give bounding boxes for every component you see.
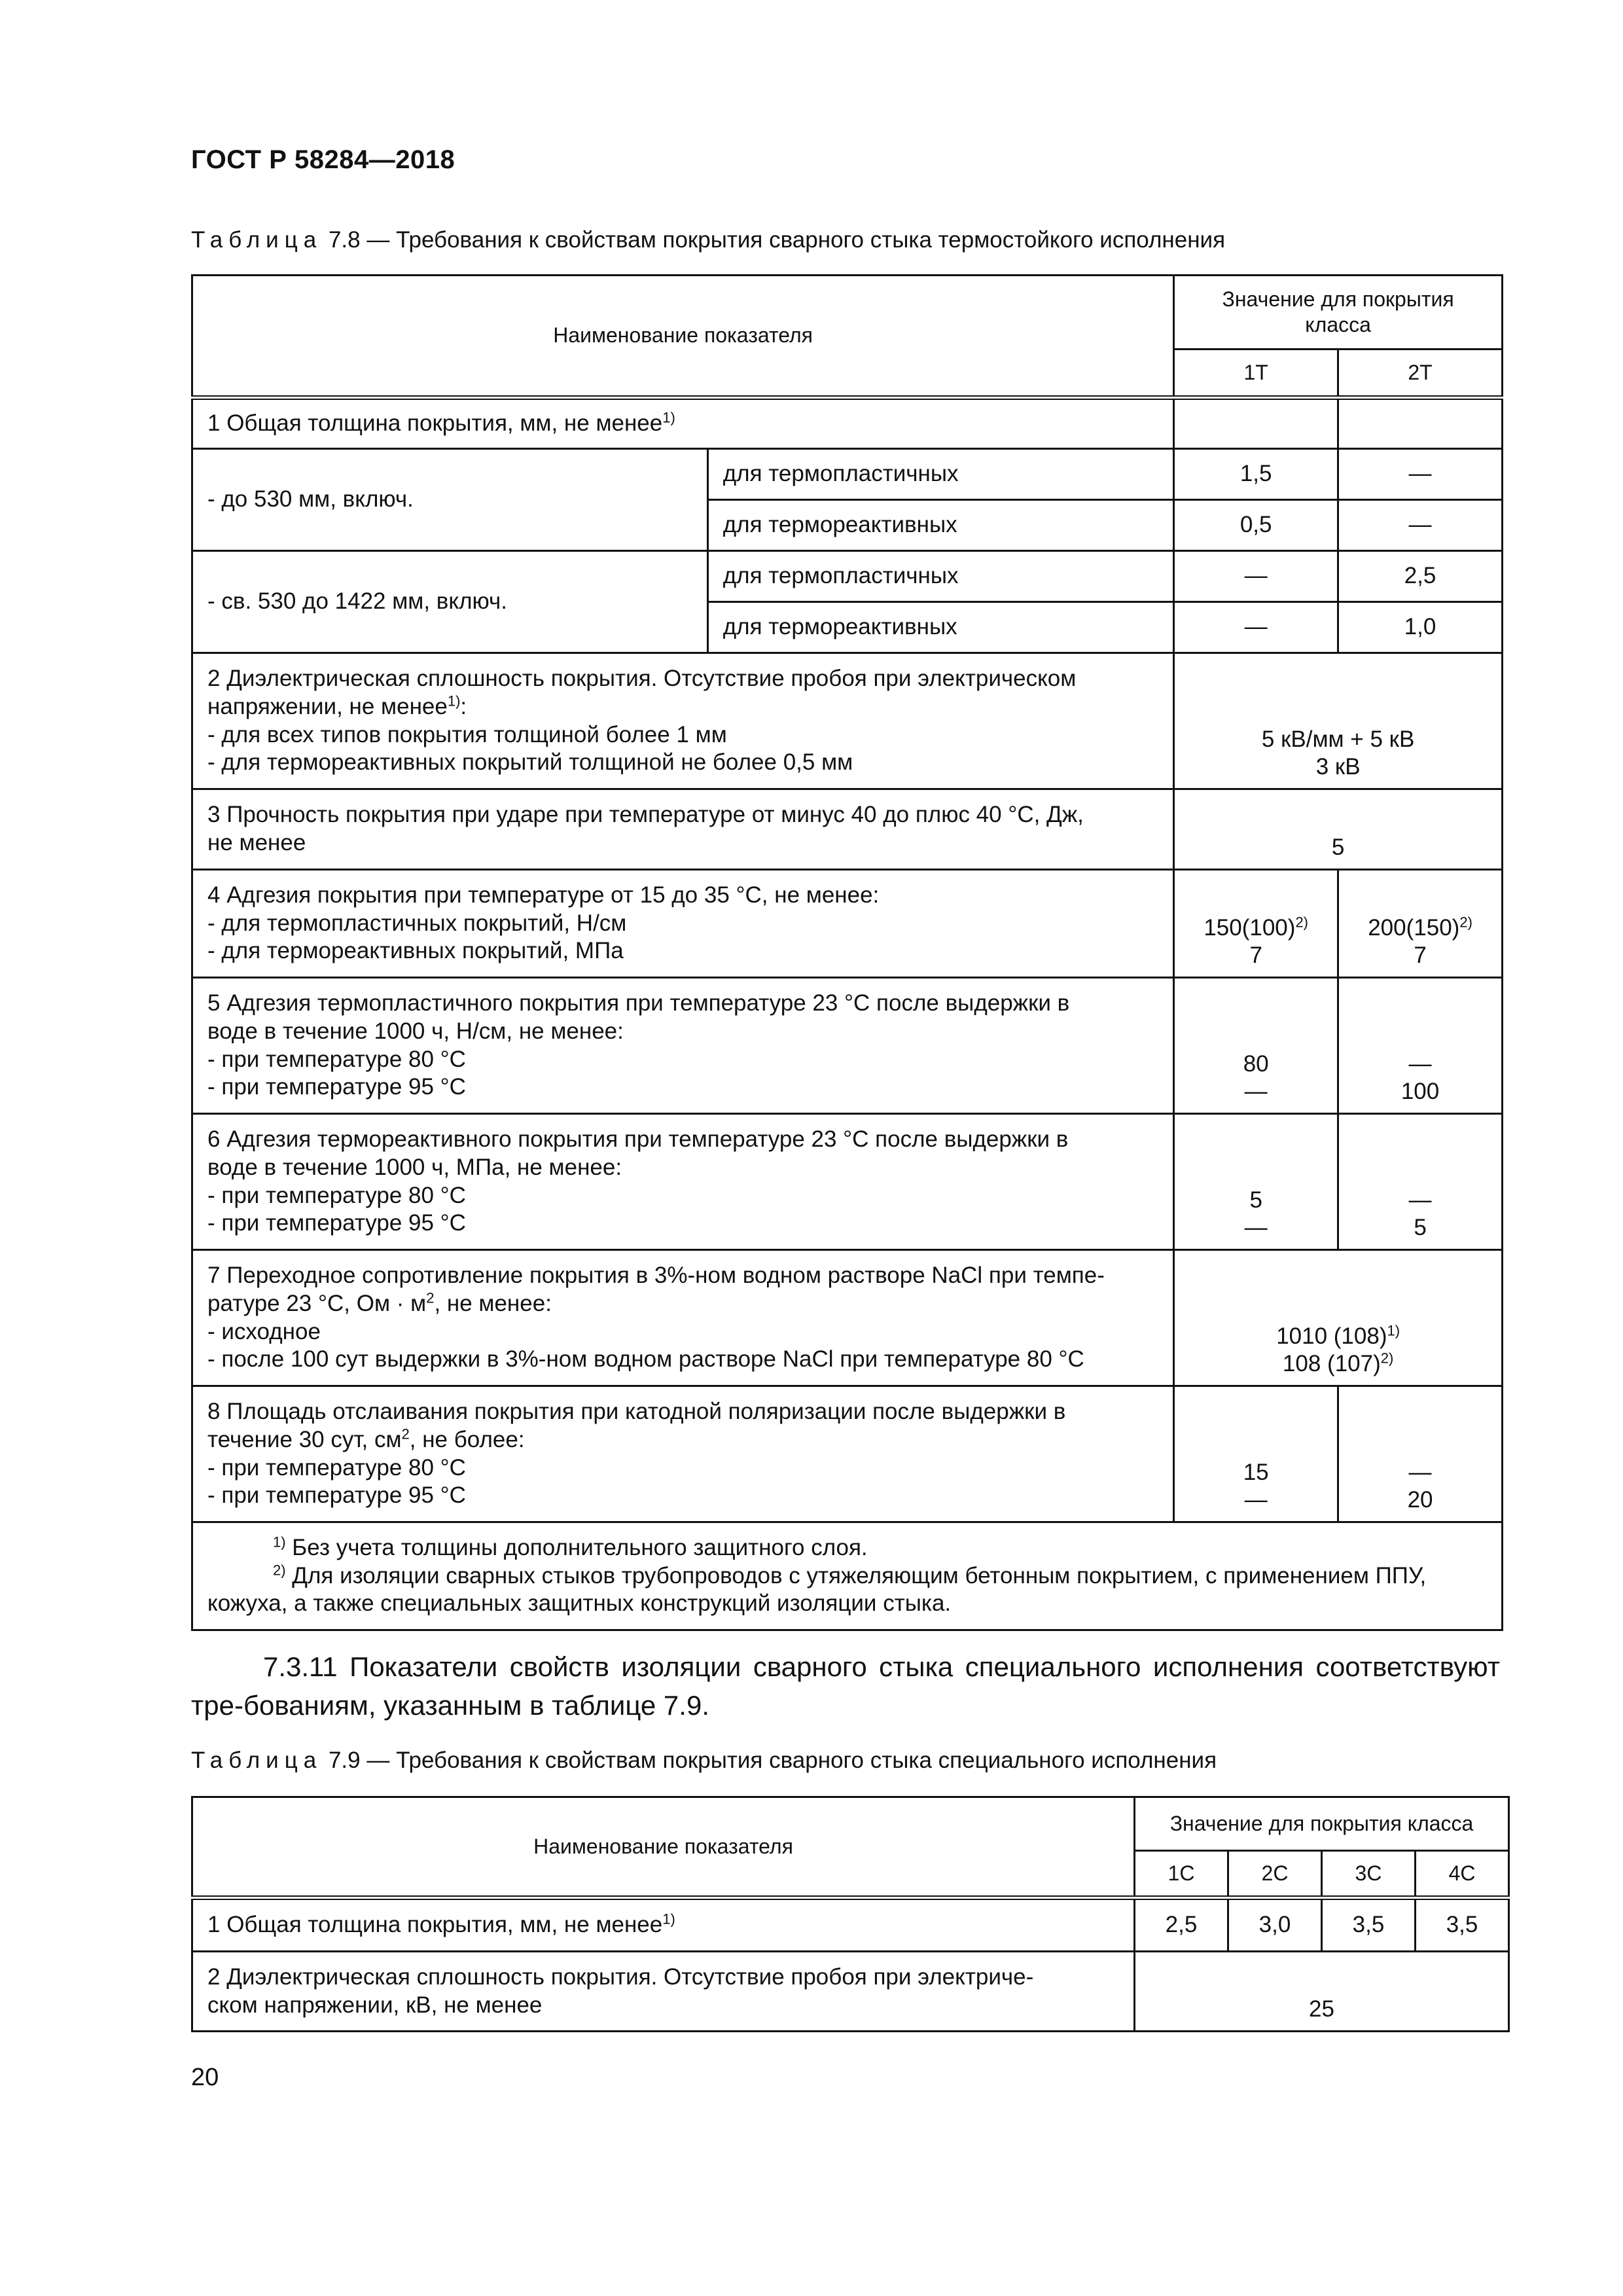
row-1-title: 1 Общая толщина покрытия, мм, не менее$^{1)}$ bbox=[192, 398, 1174, 449]
caption-label: Таблица bbox=[191, 1748, 323, 1773]
class-2c: 2С bbox=[1228, 1851, 1322, 1898]
row-3-value: 5 bbox=[1174, 789, 1503, 870]
class-2t: 2Т bbox=[1338, 350, 1503, 398]
document-header: ГОСТ Р 58284—2018 bbox=[191, 145, 455, 174]
row-8-value-1t: 15 — bbox=[1174, 1386, 1338, 1522]
row-2-text: 2 Диэлектрическая сплошность покрытия. Отсутствие пробоя при электриче- ском напряжении, кВ, не менее bbox=[192, 1952, 1135, 2032]
row-3-text: 3 Прочность покрытия при ударе при температуре от минус 40 до плюс 40 °С, Дж, не менее bbox=[192, 789, 1174, 870]
row-1-title: 1 Общая толщина покрытия, мм, не менее$^{1)}$ bbox=[192, 1898, 1135, 1952]
row-5-text: 5 Адгезия термопластичного покрытия при температуре 23 °С после выдержки в воде в течение 1000 ч, Н/см, не менее: - при температуре 80 °С - при температуре 95 °С bbox=[192, 978, 1174, 1114]
row-5-value-1t: 80 — bbox=[1174, 978, 1338, 1114]
row-4-value-2t: $200(150)^{2)}$ 7 bbox=[1338, 870, 1503, 978]
column-header-name: Наименование показателя bbox=[192, 276, 1174, 398]
caption-text: 7.9 — Требования к свойствам покрытия сварного стыка специального исполнения bbox=[328, 1748, 1217, 1773]
table-7-9-caption bbox=[191, 1748, 1217, 1774]
table-row bbox=[192, 1114, 1503, 1250]
table-7-8-caption bbox=[191, 227, 1225, 253]
table-footnotes bbox=[192, 1522, 1503, 1630]
row-2-text: 2 Диэлектрическая сплошность покрытия. Отсутствие пробоя при электрическом напряжении, не менее$^{1)}$: - для всех типов покрытия толщиной более 1 мм - для термореактивных покрытий толщиной не более 0,5 мм bbox=[192, 653, 1174, 789]
row-5-value-2t: — 100 bbox=[1338, 978, 1503, 1114]
table-row bbox=[192, 870, 1503, 978]
caption-label: Таблица bbox=[191, 227, 323, 253]
table-row bbox=[192, 653, 1503, 789]
row-1a-label: - до 530 мм, включ. bbox=[192, 449, 708, 551]
class-1t: 1Т bbox=[1174, 350, 1338, 398]
footnote-2: $^{2)}$ Для изоляции сварных стыков трубопроводов с утяжеляющим бетонным покрытием, с применением ППУ, bbox=[273, 1562, 1427, 1588]
table-7-9 bbox=[191, 1796, 1510, 2032]
row-6-value-2t: — 5 bbox=[1338, 1114, 1503, 1250]
class-4c: 4С bbox=[1416, 1851, 1509, 1898]
table-row bbox=[192, 1952, 1509, 2032]
table-row: - св. 530 до 1422 мм, включ. для термопластичных — 2,5 bbox=[192, 551, 1503, 602]
row-7-text: 7 Переходное сопротивление покрытия в 3%-ном водном растворе NaCl при темпе- ратуре 23 °С, Ом · $м^2$, не менее: - исходное - после 100 сут выдержки в 3%-ном водном растворе NaCl при температуре 80 °С bbox=[192, 1250, 1174, 1386]
row-2-value: 25 bbox=[1135, 1952, 1509, 2032]
table-row bbox=[192, 1250, 1503, 1386]
table-row bbox=[192, 789, 1503, 870]
row-6-value-1t: 5 — bbox=[1174, 1114, 1338, 1250]
page-number: 20 bbox=[191, 2064, 219, 2091]
row-4-value-1t: $150(100)^{2)}$ 7 bbox=[1174, 870, 1338, 978]
row-7-value: 1010 $(108)^{1)}$ 108 $(107)^{2)}$ bbox=[1174, 1250, 1503, 1386]
caption-text: 7.8 — Требования к свойствам покрытия сварного стыка термостойкого исполнения bbox=[328, 227, 1226, 253]
row-8-value-2t: — 20 bbox=[1338, 1386, 1503, 1522]
table-row bbox=[192, 978, 1503, 1114]
class-3c: 3С bbox=[1322, 1851, 1416, 1898]
table-row: для термореактивных — 1,0 bbox=[192, 602, 1503, 653]
table-7-8 bbox=[191, 274, 1503, 1631]
paragraph-7-3-11: 7.3.11 Показатели свойств изоляции сварного стыка специального исполнения соответствуют тре-бованиям, указанным в таблице 7.9. bbox=[191, 1651, 1500, 1721]
column-header-value: Значение для покрытия класса bbox=[1174, 276, 1503, 350]
class-1c: 1С bbox=[1135, 1851, 1228, 1898]
table-row: - до 530 мм, включ. для термопластичных 1,5 — bbox=[192, 449, 1503, 500]
footnote-1: $^{1)}$ Без учета толщины дополнительного защитного слоя. bbox=[273, 1534, 868, 1560]
row-6-text: 6 Адгезия термореактивного покрытия при температуре 23 °С после выдержки в воде в течение 1000 ч, МПа, не менее: - при температуре 80 °С - при температуре 95 °С bbox=[192, 1114, 1174, 1250]
row-1b-label: - св. 530 до 1422 мм, включ. bbox=[192, 551, 708, 653]
row-2-value: 5 кВ/мм + 5 кВ 3 кВ bbox=[1174, 653, 1503, 789]
table-row bbox=[192, 398, 1503, 449]
footnote-2-cont: кожуха, а также специальных защитных конструкций изоляции стыка. bbox=[207, 1590, 952, 1617]
column-header-name: Наименование показателя bbox=[192, 1797, 1135, 1898]
column-header-value: Значение для покрытия класса bbox=[1135, 1797, 1509, 1851]
table-row: 1 Общая толщина покрытия, мм, не менее$^{1)}$ 2,5 3,0 3,5 3,5 bbox=[192, 1898, 1509, 1952]
table-row bbox=[192, 1386, 1503, 1522]
row-8-text: 8 Площадь отслаивания покрытия при катодной поляризации после выдержки в течение 30 сут, $см^2$, не более: - при температуре 80 °С - при температуре 95 °С bbox=[192, 1386, 1174, 1522]
row-4-text: 4 Адгезия покрытия при температуре от 15 до 35 °С, не менее: - для термопластичных покрытий, Н/см - для термореактивных покрытий, МПа bbox=[192, 870, 1174, 978]
table-row: для термореактивных 0,5 — bbox=[192, 500, 1503, 551]
